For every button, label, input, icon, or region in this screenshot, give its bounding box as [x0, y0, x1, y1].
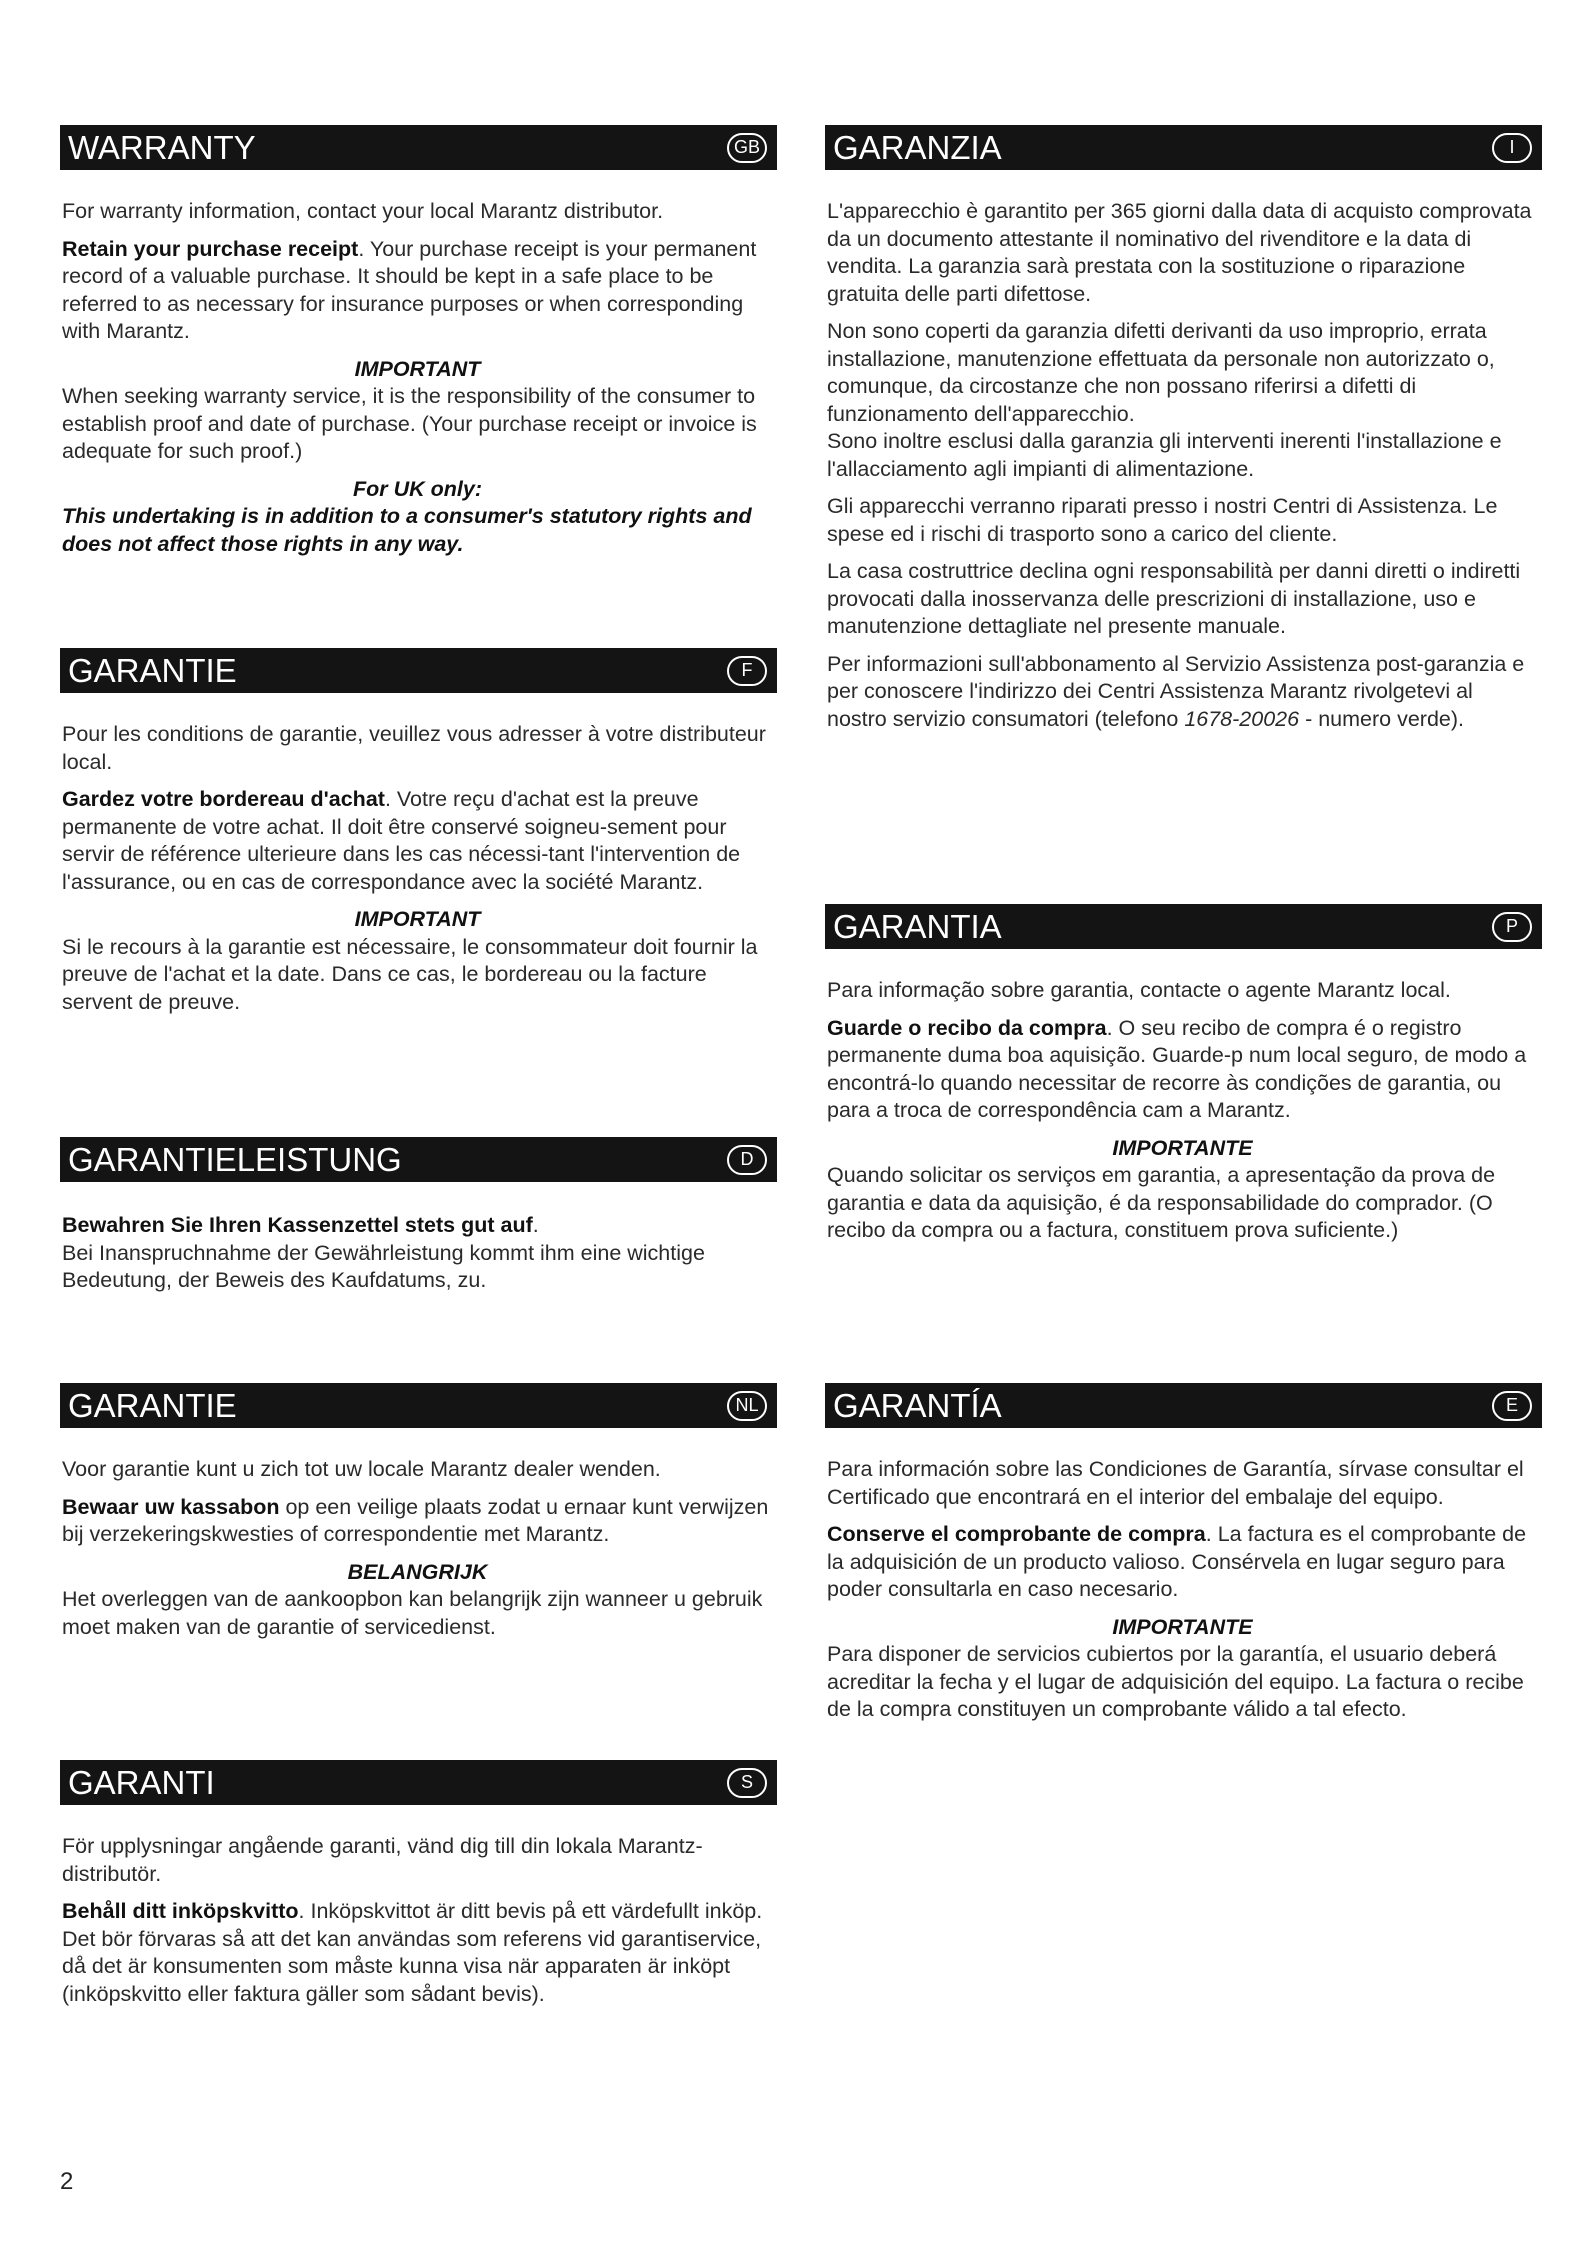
- important-heading: IMPORTANT: [354, 907, 481, 931]
- paragraph: Sono inoltre esclusi dalla garanzia gli interventi inerenti l'installazione e l'allacciamento agli impianti di alimentazione.: [827, 429, 1502, 481]
- paragraph: Pour les conditions de garantie, veuillez vous adresser à votre distributeur local.: [62, 722, 766, 774]
- paragraph-text: . O seu recibo de compra é o registro permanente duma boa aquisição. Guarde-p num local seguro, de modo a encontrá-lo quando necessitar de recorre às condições de garantia, ou para a troca de correspondência cam a Marantz.: [827, 1015, 1527, 1122]
- paragraph-text: . Votre reçu d'achat est la preuve permanente de votre achat. Il doit être conservé soigneu-sement pour servir de référence ulterieure dans les cas nécessi-tant l'intervention de l'assurance, ou en cas de correspondance avec la société Marantz.: [62, 787, 741, 894]
- paragraph: For warranty information, contact your local Marantz distributor.: [62, 199, 664, 223]
- paragraph: Para información sobre las Condiciones de Garantía, sírvase consultar el Certificado que encontrará en el interior del embalaje del equipo.: [827, 1457, 1524, 1509]
- paragraph-text: . Inköpskvittot är ditt bevis på ett värdefullt inköp. Det bör förvaras så att det kan användas som referens vid garantiservice, då det är konsumenten som måste kunna visa när apparaten är inköpt (inköpskvitto eller faktura gäller som sådant bevis).: [62, 1899, 763, 2006]
- section-title: GARANTIE: [68, 1386, 237, 1424]
- section-garantia-p: [825, 904, 1542, 1255]
- uk-text: This undertaking is in addition to a consumer's statutory rights and does not affect those rights in any way.: [62, 504, 752, 556]
- language-badge-icon: D: [727, 1145, 767, 1175]
- section-garantia-e: [825, 1383, 1542, 1734]
- section-header: [60, 125, 777, 170]
- section-header: [60, 1137, 777, 1182]
- language-badge-icon: S: [727, 1768, 767, 1798]
- paragraph-text: - numero verde).: [1299, 706, 1464, 731]
- section-header: [60, 648, 777, 693]
- section-header: [825, 1383, 1542, 1428]
- section-warranty-gb: [60, 125, 777, 568]
- paragraph: La casa costruttrice declina ogni responsabilità per danni diretti o indiretti provocati dalla inosservanza delle prescrizioni di installazione, uso e manutenzione dettagliate nel presente manuale.: [827, 559, 1521, 638]
- lead-text: Gardez votre bordereau d'achat: [62, 787, 385, 811]
- section-title: GARANTIE: [68, 651, 237, 689]
- lead-text: Conserve el comprobante de compra: [827, 1522, 1206, 1546]
- paragraph: [62, 1898, 773, 2008]
- section-title: GARANZIA: [833, 128, 1002, 166]
- lead-text: Bewaar uw kassabon: [62, 1494, 280, 1519]
- section-header: [825, 125, 1542, 170]
- language-badge-icon: E: [1492, 1391, 1532, 1421]
- section-title: GARANTIA: [833, 907, 1002, 945]
- paragraph: [62, 786, 773, 896]
- section-title: GARANTI: [68, 1763, 215, 1801]
- language-badge-icon: P: [1492, 912, 1532, 942]
- paragraph-text: Non sono coperti da garanzia difetti derivanti da uso improprio, errata installazione, manutenzione effettuata da personale non autorizzato o, comunque, da circostanze che non possano riferirsi a difetti di funzionamento dell'apparecchio.: [827, 319, 1495, 426]
- section-garantieleistung-d: [60, 1137, 777, 1305]
- section-title: GARANTIELEISTUNG: [68, 1140, 402, 1178]
- lead-text: Bewahren Sie Ihren Kassenzettel stets gut auf: [62, 1213, 533, 1237]
- paragraph-text: Per informazioni sull'abbonamento al Servizio Assistenza post-garanzia e per conoscere l'indirizzo dei Centri Assistenza Marantz rivolgetevi al nostro servizio consumatori (telefono: [827, 651, 1525, 731]
- paragraph: Para disponer de servicios cubiertos por la garantía, el usuario deberá acreditar la fecha y el lugar de adquisición del equipo. La factura o recibe de la compra constituyen un comprobante válido a tal efecto.: [827, 1642, 1524, 1721]
- uk-heading: For UK only:: [353, 476, 482, 501]
- section-garanzia-i: [825, 125, 1542, 743]
- paragraph-text: op een veilige plaats zodat u ernaar kunt verwijzen bij verzekeringskwesties of correspondentie met Marantz.: [62, 1494, 769, 1546]
- paragraph: When seeking warranty service, it is the responsibility of the consumer to establish proof and date of purchase. (Your purchase receipt or invoice is adequate for such proof.): [62, 384, 757, 463]
- paragraph: [827, 651, 1538, 734]
- paragraph: Si le recours à la garantie est nécessaire, le consommateur doit fournir la preuve de l'achat et la date. Dans ce cas, le bordereau ou la facture servent de preuve.: [62, 934, 758, 1014]
- language-badge-icon: GB: [727, 133, 767, 163]
- paragraph: [827, 1015, 1538, 1125]
- phone-number: 1678-20026: [1184, 706, 1300, 731]
- paragraph: Het overleggen van de aankoopbon kan belangrijk zijn wanneer u gebruik moet maken van de garantie of servicedienst.: [62, 1587, 763, 1639]
- important-heading: BELANGRIJK: [347, 1559, 488, 1584]
- language-badge-icon: F: [727, 656, 767, 686]
- important-heading: IMPORTANTE: [1112, 1614, 1253, 1639]
- section-header: [60, 1760, 777, 1805]
- paragraph: [62, 1212, 773, 1240]
- paragraph: För upplysningar angående garanti, vänd dig till din lokala Marantz-distributör.: [62, 1834, 703, 1886]
- section-garanti-s: [60, 1760, 777, 2018]
- paragraph: [62, 236, 773, 346]
- paragraph: L'apparecchio è garantito per 365 giorni dalla data di acquisto comprovata da un documento attestante il nominativo del rivenditore e la data di vendita. La garanzia sarà prestata con la sostituzione o riparazione gratuita delle parti difettose.: [827, 199, 1532, 306]
- language-badge-icon: I: [1492, 133, 1532, 163]
- paragraph: Gli apparecchi verranno riparati presso i nostri Centri di Assistenza. Le spese ed i rischi di trasporto sono a carico del cliente.: [827, 494, 1498, 546]
- important-heading: IMPORTANT: [354, 356, 481, 381]
- section-title: GARANTÍA: [833, 1386, 1002, 1424]
- section-header: [60, 1383, 777, 1428]
- language-badge-icon: NL: [727, 1391, 767, 1421]
- paragraph: [62, 1494, 773, 1549]
- paragraph: Para informação sobre garantia, contacte o agente Marantz local.: [827, 978, 1451, 1002]
- paragraph-text: . La factura es el comprobante de la adquisición de un producto valioso. Consérvela en lugar seguro para poder consultarla en caso necesario.: [827, 1522, 1527, 1601]
- lead-text: Behåll ditt inköpskvitto: [62, 1899, 299, 1923]
- section-title: WARRANTY: [68, 128, 256, 166]
- paragraph: Voor garantie kunt u zich tot uw locale Marantz dealer wenden.: [62, 1457, 661, 1481]
- lead-text: Guarde o recibo da compra: [827, 1015, 1107, 1040]
- paragraph: Bei Inanspruchnahme der Gewährleistung kommt ihm eine wichtige Bedeutung, der Beweis des Kaufdatums, zu.: [62, 1240, 705, 1292]
- important-heading: IMPORTANTE: [1112, 1135, 1253, 1160]
- paragraph-text: .: [532, 1213, 539, 1237]
- page-number: 2: [60, 2168, 74, 2195]
- section-garantie-nl: [60, 1383, 777, 1651]
- paragraph: Quando solicitar os serviços em garantia, a apresentação da prova de garantia e data da aquisição, é da responsabilidade do comprador. (O recibo da compra ou a factura, constituem prova suficiente.): [827, 1163, 1496, 1242]
- paragraph: [827, 1521, 1538, 1604]
- section-garantie-f: [60, 648, 777, 1026]
- paragraph-text: . Your purchase receipt is your permanent record of a valuable purchase. It should be kept in a safe place to be referred to as necessary for insurance purposes or when corresponding with Marantz.: [62, 236, 757, 343]
- section-header: [825, 904, 1542, 949]
- lead-text: Retain your purchase receipt: [62, 236, 359, 261]
- paragraph: [827, 318, 1538, 428]
